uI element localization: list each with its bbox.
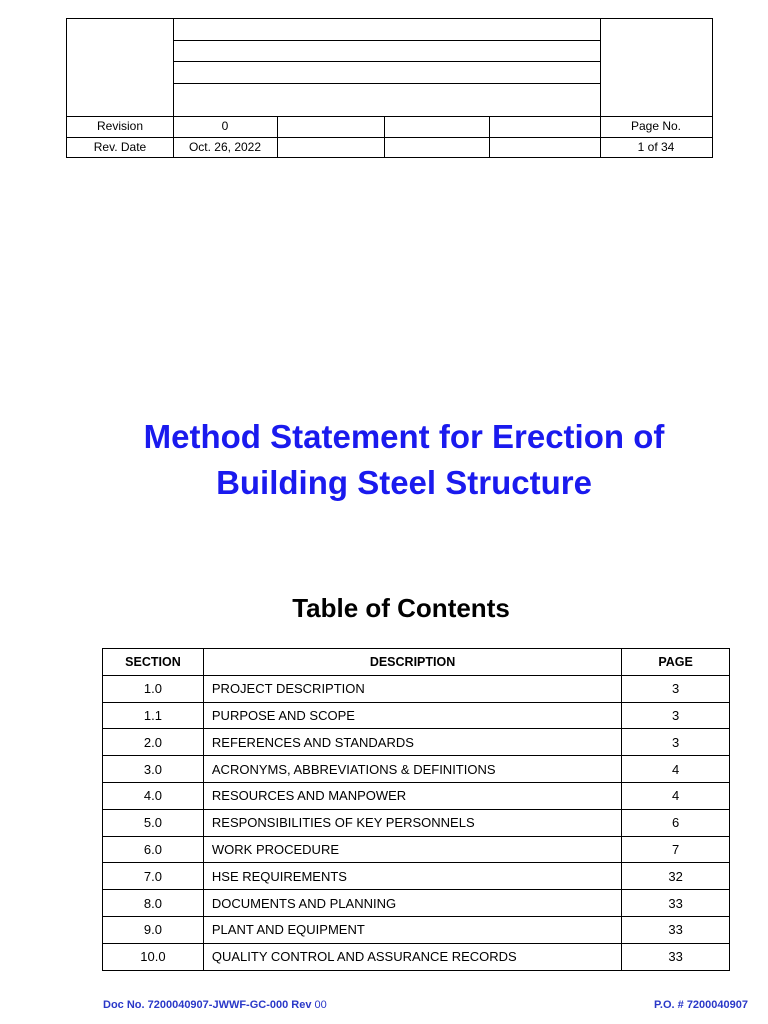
toc-section: 6.0 (103, 836, 204, 863)
toc-description: PURPOSE AND SCOPE (203, 702, 621, 729)
rev-date-label: Rev. Date (93, 140, 147, 154)
toc-row[interactable] (103, 729, 730, 756)
toc-page: 3 (622, 702, 730, 729)
document-title (0, 414, 768, 506)
toc-row[interactable] (103, 863, 730, 890)
footer-po-number: P.O. # 7200040907 (654, 999, 748, 1011)
toc-page: 4 (622, 756, 730, 783)
toc-description: ACRONYMS, ABBREVIATIONS & DEFINITIONS (203, 756, 621, 783)
revision-value: 0 (221, 119, 229, 133)
footer-doc-number (103, 999, 327, 1011)
toc-page: 3 (622, 729, 730, 756)
toc-page: 33 (622, 890, 730, 917)
toc-section: 10.0 (103, 943, 204, 970)
toc-row[interactable] (103, 675, 730, 702)
toc-page: 33 (622, 916, 730, 943)
toc-col-page: PAGE (622, 649, 730, 676)
toc-row[interactable] (103, 916, 730, 943)
toc-description: DOCUMENTS AND PLANNING (203, 890, 621, 917)
header-divider (173, 40, 600, 41)
document-header-block (66, 18, 713, 158)
document-title-line-2: Building Steel Structure (216, 464, 592, 501)
toc-page: 32 (622, 863, 730, 890)
toc-description: PLANT AND EQUIPMENT (203, 916, 621, 943)
toc-description: REFERENCES AND STANDARDS (203, 729, 621, 756)
toc-col-description: DESCRIPTION (203, 649, 621, 676)
toc-page: 7 (622, 836, 730, 863)
footer-doc-revision: 00 (314, 999, 327, 1011)
toc-section: 1.1 (103, 702, 204, 729)
toc-row[interactable] (103, 890, 730, 917)
toc-description: HSE REQUIREMENTS (203, 863, 621, 890)
toc-row[interactable] (103, 809, 730, 836)
footer-doc-number-text: Doc No. 7200040907-JWWF-GC-000 Rev (103, 999, 315, 1011)
header-divider (173, 61, 600, 62)
toc-row[interactable] (103, 756, 730, 783)
revision-label: Revision (96, 119, 144, 133)
page-no-value: 1 of 34 (637, 140, 675, 154)
toc-row[interactable] (103, 782, 730, 809)
rev-date-value: Oct. 26, 2022 (188, 140, 262, 154)
toc-table (102, 648, 730, 971)
toc-page: 4 (622, 782, 730, 809)
toc-section: 1.0 (103, 675, 204, 702)
page-no-label: Page No. (630, 119, 682, 133)
toc-section: 9.0 (103, 916, 204, 943)
toc-section: 3.0 (103, 756, 204, 783)
toc-description: RESOURCES AND MANPOWER (203, 782, 621, 809)
toc-description: RESPONSIBILITIES OF KEY PERSONNELS (203, 809, 621, 836)
toc-section: 5.0 (103, 809, 204, 836)
document-title-line-1: Method Statement for Erection of (143, 418, 665, 455)
toc-description: QUALITY CONTROL AND ASSURANCE RECORDS (203, 943, 621, 970)
toc-row[interactable] (103, 836, 730, 863)
toc-page: 33 (622, 943, 730, 970)
toc-heading: Table of Contents (292, 593, 510, 623)
header-divider (173, 83, 600, 84)
toc-description: WORK PROCEDURE (203, 836, 621, 863)
toc-section: 2.0 (103, 729, 204, 756)
toc-section: 8.0 (103, 890, 204, 917)
toc-row[interactable] (103, 702, 730, 729)
toc-section: 4.0 (103, 782, 204, 809)
toc-page: 3 (622, 675, 730, 702)
toc-col-section: SECTION (103, 649, 204, 676)
toc-header-row (103, 649, 730, 676)
toc-row[interactable] (103, 943, 730, 970)
toc-page: 6 (622, 809, 730, 836)
toc-description: PROJECT DESCRIPTION (203, 675, 621, 702)
toc-section: 7.0 (103, 863, 204, 890)
